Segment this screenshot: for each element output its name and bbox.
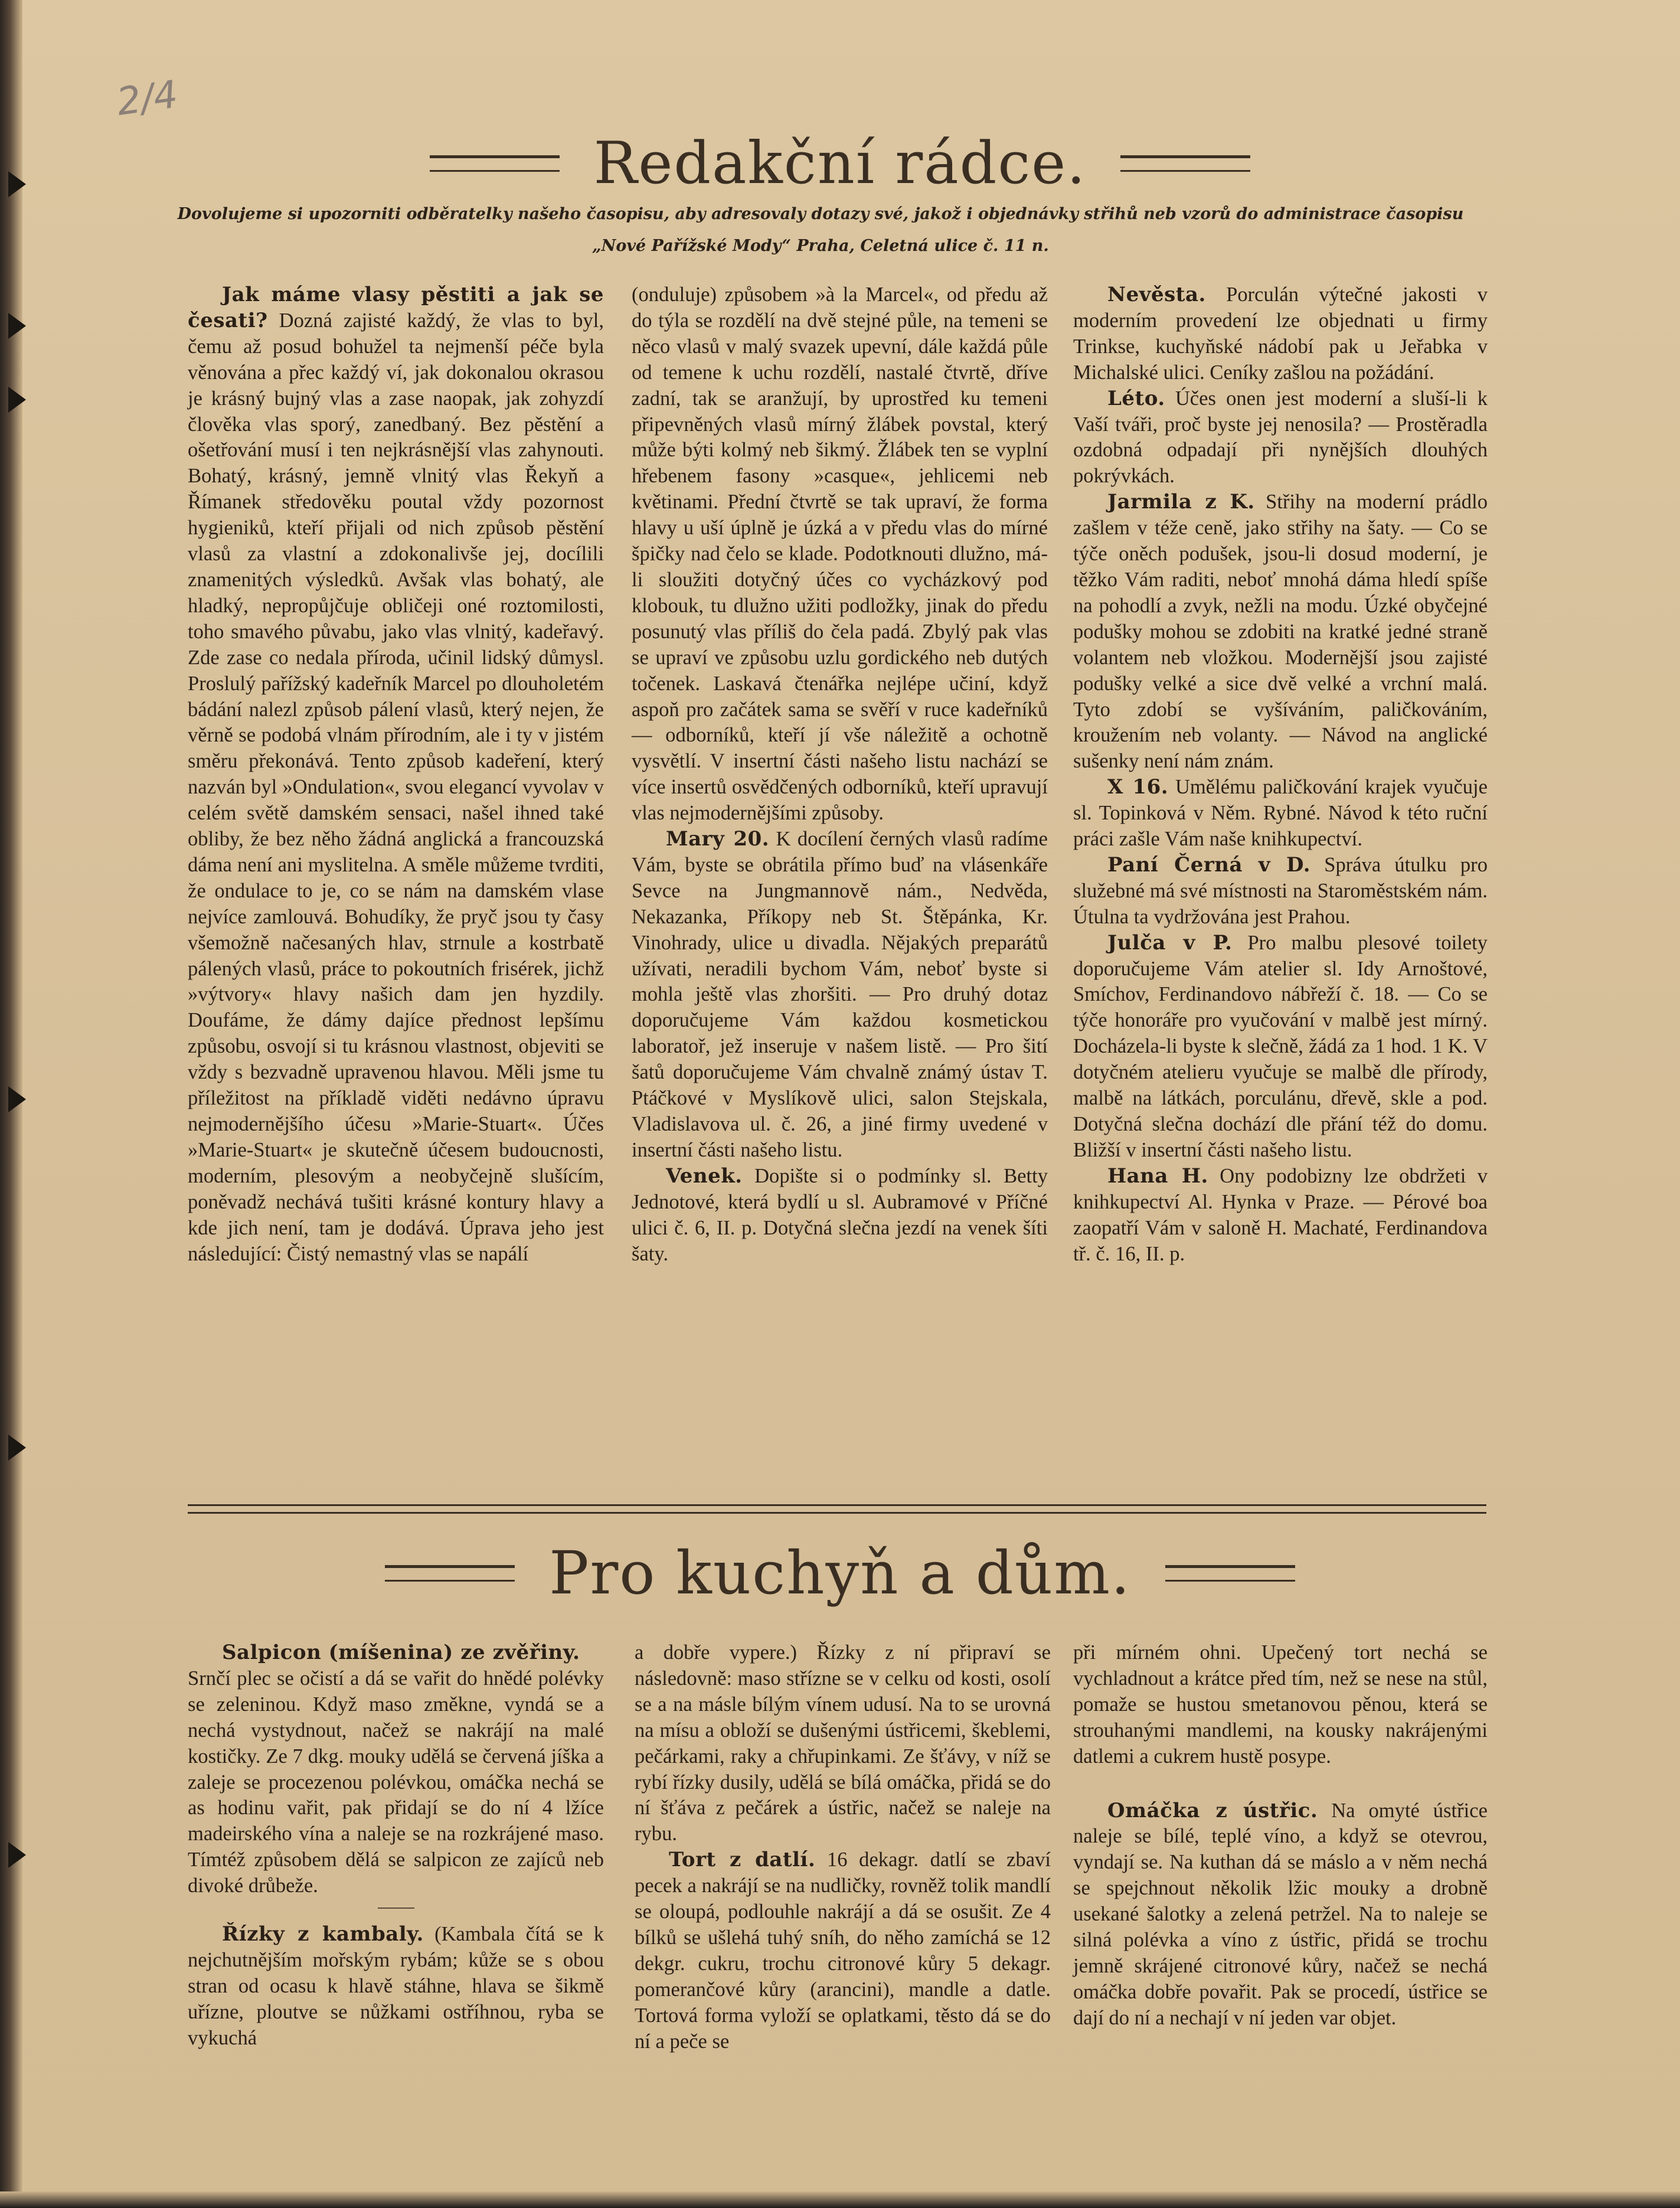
section-title: Redakční rádce. xyxy=(593,130,1087,197)
question-heading: Hana H. xyxy=(1107,1164,1208,1188)
answer-text: Pro malbu plesové toilety doporučujeme Vám atelier sl. Idy Arnoštové, Smíchov, Ferdinandovo nábřeží č. 18. — Co se týče honoráře pro vyučování v malbě jest mírný. Docházela-li byste k slečně, žádá za 1 hod. 1 K. V dotyčném atelieru vyučuje se malbě dle přírody, malbě na látkách, porculánu, dřevě, skle a pod. Dotyčná slečna dochází dle přání též do domu. Bližší v insertní části našeho listu. xyxy=(1073,931,1488,1161)
question-heading: Julča v P. xyxy=(1107,930,1233,955)
recipe-text: Srnčí plec se očistí a dá se vařit do hnědé polévky se zeleninou. Když maso změkne, vyndá se a nechá vystydnout, načež se nakrájí na malé kostičky. Ze 7 dkg. mouky udělá se červená jíška a zaleje se procezenou polévkou, omáčka nechá se as hodinu vařit, pak přidají se do ní 4 lžíce madeirského vína a naleje se na rozkrájené maso. Tímtéž způsobem dělá se salpicon ze zajíců neb divoké drůbeže. xyxy=(188,1667,604,1897)
section-title: Pro kuchyň a dům. xyxy=(549,1539,1131,1608)
question-heading: X 16. xyxy=(1107,775,1169,799)
recipe-heading: Salpicon (míšenina) ze zvěřiny. xyxy=(222,1641,580,1664)
recipe-text: 16 dekagr. datlí se zbaví pecek a nakrájí se na nudličky, rovněž tolik mandlí se oloupá, podlouhle nakrájí a dá se osušit. Ze 4 bílků se ušlehá tuhý sníh, do něho zamíchá se 12 dekgr. cukru, trochu citronové kůry 5 dekagr. pomerančové kůry (arancini), mandle a datle. Tortová forma vyloží se oplatkami, těsto dá se do ní a peče se xyxy=(635,1848,1051,2053)
heading-ornament-right xyxy=(1120,155,1250,172)
answer-text: Umělému paličkování krajek vyučuje sl. Topinková v Něm. Rybné. Návod k této ruční práci zašle Vám naše knihkupectví. xyxy=(1073,776,1488,851)
answer-text: Porculán výtečné jakosti v moderním provedení lze objednati u firmy Trinkse, kuchyňské nádobí pak u Jeřabka v Michalské ulici. Ceníky zašlou na požádání. xyxy=(1073,283,1488,384)
answer-text: Správa útulku pro služebné má své místnosti na Staroměstském nám. Útulna ta vydržována jest Prahou. xyxy=(1073,853,1488,928)
question-heading: Jarmila z K. xyxy=(1107,490,1255,514)
page-bottom-edge xyxy=(0,2191,1680,2208)
binding-thread-mark xyxy=(8,1842,26,1868)
column-spacer xyxy=(1073,1770,1488,1798)
question-heading: Nevěsta. xyxy=(1107,283,1206,306)
heading-ornament-left xyxy=(385,1565,515,1582)
section-heading-pro-kuchyn xyxy=(0,1538,1680,1609)
recipe-continuation: a dobře vypere.) Řízky z ní připraví se následovně: maso střízne se v celku od kosti, osolí se a na másle bílým vínem udusí. Na to se urovná na mísu a obloží se dušenými ústřicemi, škeblemi, pečárkami, raky a chřupinkami. Ze šťávy, v níž se rybí řízky dusily, udělá se bílá omáčka, přidá se do ní šťáva z pečárek a ústřic, načež se naleje na rybu. xyxy=(635,1641,1051,1846)
binding-thread-mark xyxy=(8,1435,26,1461)
section-heading-redakcni-radce xyxy=(0,131,1680,196)
recipe-column-2 xyxy=(635,1640,1051,2055)
answer-text: Účes onen jest moderní a sluší-li k Vaší tváři, proč byste jej nenosila? — Prostěradla ozdobná odpadají při nynějších dlouhých pokrývkách. xyxy=(1073,387,1488,488)
recipe-column-1 xyxy=(188,1640,604,2052)
binding-thread-mark xyxy=(8,1086,26,1112)
question-heading: Léto. xyxy=(1107,386,1165,410)
answer-text: Dopište si o podmínky sl. Betty Jednotové, která bydlí u sl. Aubramové v Příčné ulici č. 6, II. p. Dotyčná slečna jezdí na venek šíti šaty. xyxy=(632,1164,1048,1265)
advice-column-1 xyxy=(188,282,604,1267)
heading-ornament-left xyxy=(430,155,560,172)
recipe-separator xyxy=(378,1907,414,1909)
recipe-heading: Tort z datlí. xyxy=(669,1848,816,1872)
answer-text: Střihy na moderní prádlo zašlem v téže ceně, jako střihy na šaty. — Co se týče oněch podušek, jsou-li dosud moderní, je těžko Vám raditi, neboť mnohá dáma hledí spíše na pohodlí a zvyk, nežli na modu. Úzké obyčejné podušky mohou se zdobiti na kratké jedné straně volantem neb vložkou. Modernější jsou zajisté podušky velké a sice dvě velké a vrchní malá. Tyto zdobí se vyšíváním, paličkováním, kroužením neb volanty. — Návod na anglické sušenky není nám znám. xyxy=(1073,491,1488,773)
question-heading: Venek. xyxy=(666,1164,743,1188)
subscriber-notice: Dovolujeme si upozorniti odběratelky našeho časopisu, aby adresovaly dotazy své, jakož i objednávky střihů neb vzorů do administrace časopisu „Nové Pařížské Mody“ Praha, Celetná ulice č. 11 n. xyxy=(177,205,1464,255)
question-heading: Mary 20. xyxy=(666,827,770,851)
question-heading: Paní Černá v D. xyxy=(1107,853,1311,877)
recipe-text: (Kambala čítá se k nejchutnějším mořským rybám; kůže se s obou stran od ocasu k hlavě stáhne, hlava se šikmě uřízne, ploutve se nůžkami ostříhnou, ryba se vykuchá xyxy=(188,1923,604,2049)
advice-column-2 xyxy=(632,282,1048,1267)
question-heading: Jak máme vlasy pěstiti a jak se česati? xyxy=(188,283,604,332)
heading-ornament-right xyxy=(1165,1565,1295,1582)
binding-thread-mark xyxy=(8,387,26,413)
answer-text: Dozná zajisté každý, že vlas to byl, čemu až posud bohužel ta nejmenší péče byla věnována a přec každý ví, jak dokonalou okrasou je krásný bujný vlas a zase naopak, jak zohyzdí člověka vlas sporý, zanedbaný. Bez pěstění a ošetřování musí i ten nejkrásnější vlas zahynouti. Bohatý, krásný, jemně vlnitý vlas Řekyň a Římanek středověku poutal vždy pozornost hygieniků, kteří přijali od nich způsob pěstění vlasů za vlastní a zdokonalivše jej, docílili znamenitých výsledků. Avšak vlas bohatý, ale hladký, nepropůjčuje obličeji oné roztomilosti, toho smavého půvabu, jako vlas vlnitý, kadeřavý. Zde zase co nedala příroda, učinil lidský důmysl. Proslulý pařížský kadeřník Marcel po dlouholetém bádání nalezl způsob pálení vlasů, který nejen, že věrně se podobá vlnám přírodním, ale i ty v jistém směru překonává. Tento způsob kadeření, který nazván byl »Ondulation«, svou elegancí vyvolav v celém světě damském sensaci, našel ihned také obliby, že bez něho žádná anglická a francouzská dáma není ani myslitelna. A směle můžeme tvrditi, že ondulace to je, co se nám na damském vlase nejvíce zamlouvá. Bohudíky, že pryč jsou ty časy všemožně načesaných hlav, strnule a kostrbatě pálených vlasů, práce to pokoutních frisérek, jichž »výtvory« hlavy našich dam jen hyzdily. Doufáme, že dámy dajíce přednost lepšímu způsobu, osvojí si tu krásnou vlastnost, objeviti se vždy s bezvadně upravenou hlavou. Měli jsme tu příležitost na příkladě viděti nedávno úpravu nejmodernějšího účesu »Marie-Stuart«. Účes »Marie-Stuart« je skutečně účesem budoucnosti, moderním, plesovým a neobyčejně slušícím, poněvadž nechává tušiti krásné kontury hlavy a kde jich není, tam je dodává. Úprava jeho jest následující: Čistý nemastný vlas se napálí xyxy=(188,309,604,1265)
recipe-heading: Řízky z kambaly. xyxy=(222,1922,424,1946)
answer-continuation: (onduluje) způsobem »à la Marcel«, od předu až do týla se rozdělí na dvě stejné půle, na temeni se něco vlasů v malý svazek upevní, dále každá půle od temene k uchu rozdělí, nastalé čtvrtě, dříve zadní, tak se aranžují, by uprostřed ku temeni připevněných vlasů mírný žlábek povstal, který může býti kolmý neb šikmý. Žlábek ten se vyplní hřebenem fasony »casque«, jehlicemi neb květinami. Přední čtvrtě se tak upraví, že forma hlavy u uší úplně je úzká a v předu vlas do mírné špičky nad čelo se klade. Podotknouti dlužno, má-li sloužiti dotyčný účes co vycházkový pod klobouk, tu dlužno užiti podložky, jinak do předu posunutý vlas příliš do čela padá. Zbylý pak vlas se upraví ve způsobu uzlu gordického neb dutých točenek. Laskavá čtenářka nejlépe učiní, když aspoň pro začátek sama se svěří v ruce kadeřníků — odborníků, kteří jí vše náležitě a ochotně vysvětlí. V insertní části našeho listu nachází se více insertů osvědčených odborníků, kteří upravují vlas nejmodernějšími způsoby. xyxy=(632,283,1048,825)
pencil-page-note: 2/4 xyxy=(114,73,181,125)
advice-column-3 xyxy=(1073,282,1488,1267)
answer-text: Ony podobizny lze obdržeti v knihkupectví Al. Hynka v Praze. — Pérové boa zaopatří Vám v saloně H. Machaté, Ferdinandova tř. č. 16, II. p. xyxy=(1073,1164,1488,1265)
recipe-continuation: při mírném ohni. Upečený tort nechá se vychladnout a krátce před tím, než se nese na stůl, pomaže se hustou smetanovou pěnou, která se strouhanými mandlemi, na kousky nakrájenými datlemi a cukrem hustě posype. xyxy=(1073,1641,1488,1768)
answer-text: K docílení černých vlasů radíme Vám, byste se obrátila přímo buď na vlásenkáře Sevce na Jungmannově nám., Nedvěda, Nekazanka, Příkopy neb St. Štěpánka, Kr. Vinohrady, ulice u divadla. Nějakých preparátů užívati, neradili bychom Vám, neboť byste si mohla ještě vlas zhoršiti. — Pro druhý dotaz doporučujeme Vám každou kosmetickou laboratoř, jež inseruje v našem listě. — Pro šití šatů doporučujeme Vám chvalně známý ústav T. Ptáčkové v Myslíkově ulici, salon Stejskala, Vladislavova ul. č. 26, a jiné firmy uvedené v insertní části našeho listu. xyxy=(632,828,1048,1161)
section-divider xyxy=(188,1504,1486,1514)
recipe-column-3 xyxy=(1073,1640,1488,2031)
binding-thread-mark xyxy=(8,313,26,339)
recipe-heading: Omáčka z ústřic. xyxy=(1107,1798,1318,1822)
recipe-text: Na omyté ústřice naleje se bílé, teplé víno, a když se otevrou, vyndají se. Na kuthan dá se máslo a v něm nechá se spejchnout několik lžic mouky a drobně usekané šalotky a zelená petržel. Na to naleje se silná polévka a víno z ústřic, přidá se trochu jemně skrájené citronové kůry, načež se nechá omáčka dobře povařit. Pak se procedí, ústřice se dají do ní a nechají v ní jeden var objet. xyxy=(1073,1799,1488,2029)
